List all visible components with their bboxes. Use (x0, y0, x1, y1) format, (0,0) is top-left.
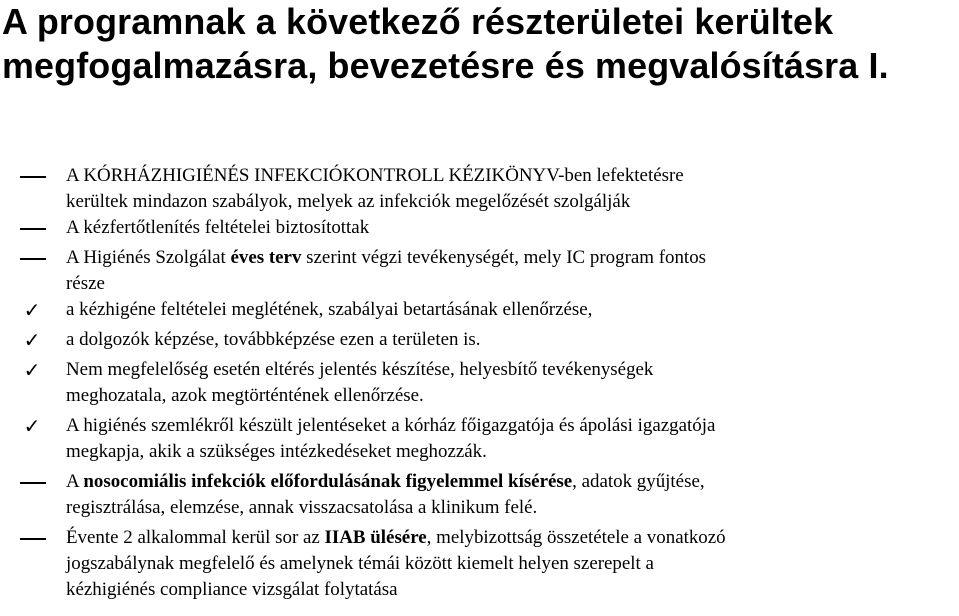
emphasis-text: IIAB ülésére (324, 527, 427, 548)
list-item: A kézfertőtlenítés feltételei biztosítottak (0, 215, 959, 241)
list-item: A Higiénés Szolgálat éves terv szerint végzi tevékenységét, mely IC program fontos része (0, 245, 959, 297)
list-item: ✓ a kézhigéne feltételei meglétének, szabályai betartásának ellenőrzése, (0, 297, 959, 323)
title-line-1: A programnak a következő részterületei kerültek (2, 2, 834, 42)
dash-bullet-icon (17, 469, 47, 495)
page-title (2, 0, 957, 88)
dash-bullet-icon (17, 525, 47, 551)
checkmark-icon: ✓ (23, 414, 41, 438)
list-item: ✓ a dolgozók képzése, továbbképzése ezen a területen is. (0, 327, 959, 353)
dash-bullet-icon (17, 163, 47, 189)
list-item: A nosocomiális infekciók előfordulásának figyelemmel kísérése, adatok gyűjtése, regisztrálása, elemzése, annak visszacsatolása a klinikum felé. (0, 469, 959, 521)
dash-bullet-icon (17, 245, 47, 271)
emphasis-text: nosocomiális infekciók előfordulásának figyelemmel kísérése (83, 471, 573, 492)
emphasis-text: éves terv (230, 247, 302, 268)
title-line-2: megfogalmazásra, bevezetésre és megvalósításra I. (2, 46, 889, 86)
list-item: ✓ A higiénés szemlékről készült jelentéseket a kórház főigazgatója és ápolási igazgatója megkapja, akik a szükséges intézkedéseket meghozzák. (0, 413, 959, 465)
manual-name: KÓRHÁZHIGIÉNÉS INFEKCIÓKONTROLL KÉZIKÖNYV (83, 165, 559, 186)
list-item: ✓ Nem megfelelőség esetén eltérés jelentés készítése, helyesbítő tevékenységek meghozatala, azok megtörténtének ellenőrzése. (0, 357, 959, 409)
checkmark-icon: ✓ (23, 328, 41, 352)
list-item: A KÓRHÁZHIGIÉNÉS INFEKCIÓKONTROLL KÉZIKÖNYV-ben lefektetésre kerültek mindazon szabályok, melyek az infekciók megelőzését szolgálják (0, 163, 959, 215)
checkmark-icon: ✓ (23, 298, 41, 322)
dash-bullet-icon (17, 215, 47, 241)
list-item: Évente 2 alkalommal kerül sor az IIAB ülésére, melybizottság összetétele a vonatkozó jogszabálynak megfelelő és amelynek témái között kiemelt helyen szerepelt a kézhigiénés compliance vizsgálat folytatása (0, 525, 959, 603)
bullet-list (0, 163, 959, 603)
checkmark-icon: ✓ (23, 358, 41, 382)
